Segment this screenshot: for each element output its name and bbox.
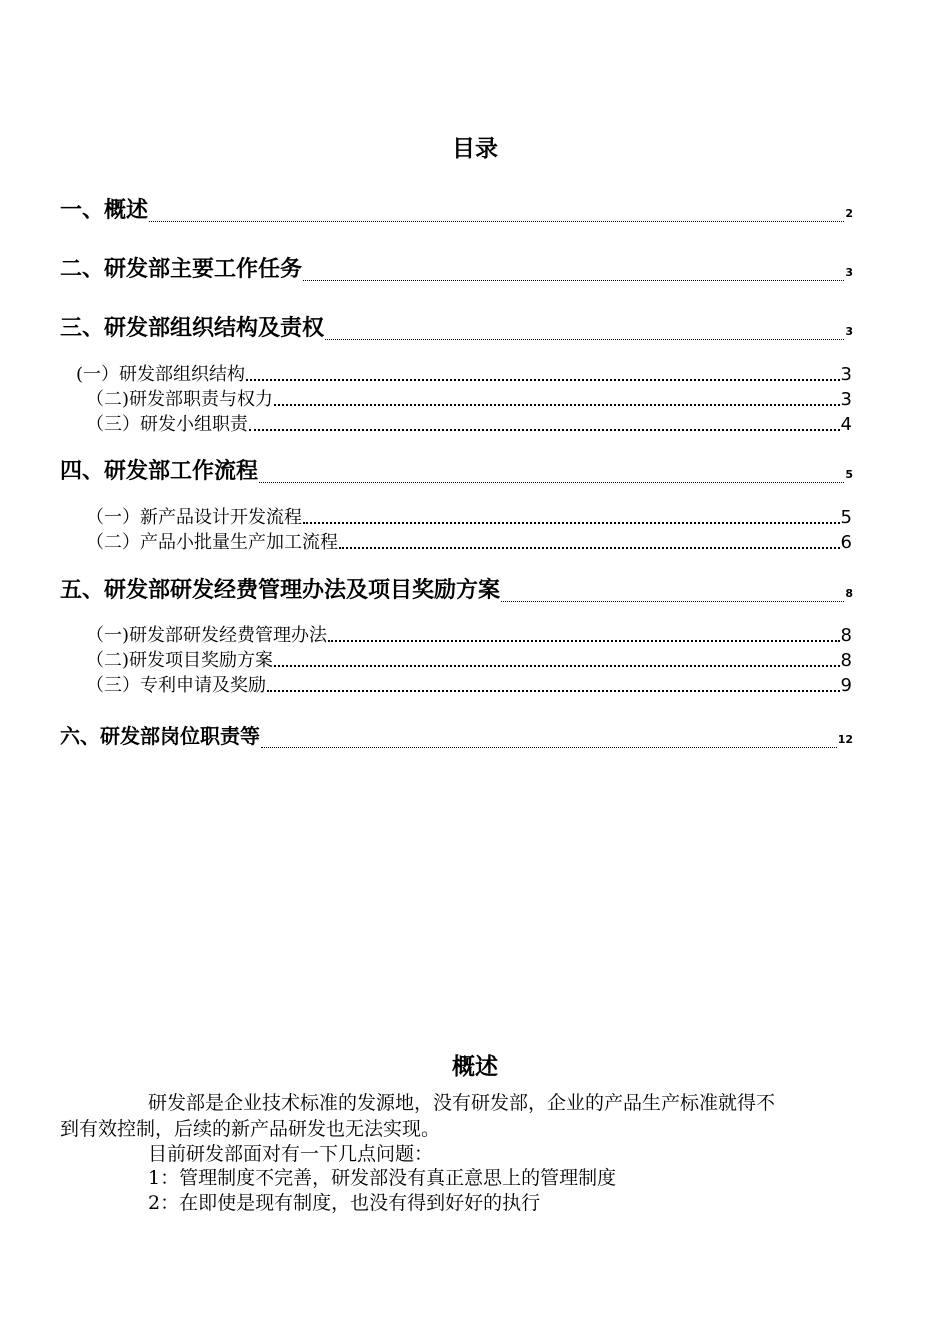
toc-leader-dots	[249, 425, 840, 431]
toc-subentry-patent[interactable]	[86, 673, 852, 698]
toc-entry-label: （三）专利申请及奖励	[86, 675, 266, 696]
toc-entry-label: 四、研发部工作流程	[60, 459, 259, 484]
toc-leader-dots	[303, 276, 844, 281]
toc-entry-label: （三）研发小组职责	[86, 414, 248, 435]
toc-entry-label: 三、研发部组织结构及责权	[60, 316, 325, 341]
overview-list-item-1: 1：管理制度不完善，研发部没有真正意思上的管理制度	[148, 1167, 617, 1189]
toc-page-number: 2	[845, 207, 853, 220]
toc-subentry-org-structure[interactable]	[76, 362, 852, 387]
toc-leader-dots	[274, 400, 840, 406]
toc-page-number: 8	[840, 650, 852, 671]
toc-leader-dots	[259, 478, 844, 483]
toc-entry-organization[interactable]	[60, 314, 853, 347]
toc-page-number: 12	[837, 733, 853, 746]
toc-leader-dots	[246, 375, 840, 381]
toc-page-number: 4	[840, 414, 852, 435]
toc-leader-dots	[274, 661, 840, 667]
toc-page-number: 9	[840, 675, 852, 696]
toc-title: 目录	[452, 135, 498, 162]
overview-paragraph-1-line-2: 到有效控制，后续的新产品研发也无法实现。	[60, 1118, 441, 1140]
toc-subentry-team-duties[interactable]	[86, 412, 852, 437]
toc-entry-label: （二）产品小批量生产加工流程	[86, 532, 338, 553]
toc-subentry-funding-rules[interactable]	[86, 623, 852, 648]
toc-leader-dots	[303, 518, 840, 524]
toc-entry-label: 六、研发部岗位职责等	[60, 724, 260, 748]
toc-leader-dots	[261, 743, 837, 748]
toc-page-number: 3	[845, 325, 853, 338]
toc-leader-dots	[325, 335, 844, 340]
toc-leader-dots	[339, 543, 840, 549]
overview-title: 概述	[452, 1054, 498, 1080]
toc-leader-dots	[501, 597, 844, 602]
toc-subentry-new-product-design[interactable]	[86, 505, 852, 530]
toc-page-number: 6	[840, 532, 852, 553]
toc-entry-label: 五、研发部研发经费管理办法及项目奖励方案	[60, 578, 501, 603]
overview-paragraph-1-line-1: 研发部是企业技术标准的发源地，没有研发部，企业的产品生产标准就得不	[148, 1092, 776, 1114]
toc-subentry-reward-plan[interactable]	[86, 648, 852, 673]
toc-entry-label: 一、概述	[60, 198, 149, 223]
toc-entry-main-tasks[interactable]	[60, 255, 853, 288]
toc-page-number: 3	[840, 364, 852, 385]
overview-paragraph-2: 目前研发部面对有一下几点问题：	[148, 1143, 434, 1165]
toc-page-number: 8	[845, 587, 853, 600]
toc-entry-label: （一)研发部研发经费管理办法	[86, 625, 328, 646]
overview-list-item-2: 2：在即使是现有制度，也没有得到好好的执行	[148, 1192, 541, 1214]
toc-entry-label: (一）研发部组织结构	[76, 364, 246, 385]
toc-leader-dots	[149, 217, 844, 222]
toc-entry-workflow[interactable]	[60, 457, 853, 490]
toc-entry-overview[interactable]	[60, 196, 853, 229]
toc-leader-dots	[328, 636, 840, 642]
toc-entry-funding[interactable]	[60, 576, 853, 609]
toc-page-number: 5	[845, 468, 853, 481]
toc-entry-label: （二)研发部职责与权力	[86, 389, 274, 410]
toc-entry-job-duties[interactable]	[60, 721, 853, 755]
toc-page-number: 8	[840, 625, 852, 646]
overview-paragraph-1-continued	[60, 1116, 890, 1142]
toc-entry-label: （一）新产品设计开发流程	[86, 507, 302, 528]
toc-entry-label: 二、研发部主要工作任务	[60, 257, 303, 282]
toc-entry-label: （二)研发项目奖励方案	[86, 650, 274, 671]
toc-page-number: 5	[840, 507, 852, 528]
toc-leader-dots	[267, 686, 840, 692]
toc-page-number: 3	[840, 389, 852, 410]
overview-paragraph-1	[60, 1090, 890, 1116]
toc-subentry-duties-powers[interactable]	[86, 387, 852, 412]
toc-subentry-small-batch[interactable]	[86, 530, 852, 555]
toc-page-number: 3	[845, 266, 853, 279]
